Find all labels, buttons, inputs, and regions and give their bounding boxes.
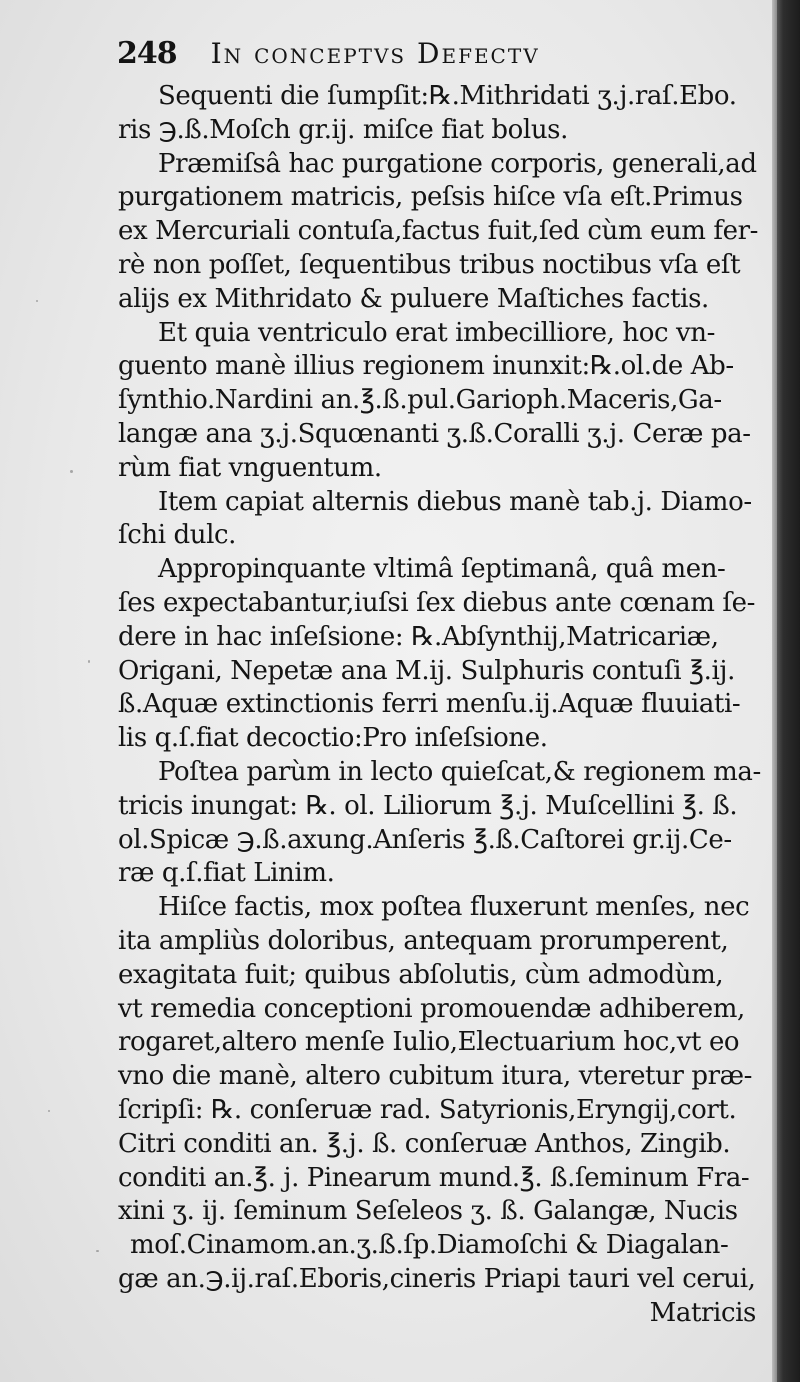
text-line: guento manè illius regionem inunxit:℞.ol.de Ab- xyxy=(118,351,734,382)
book-gutter xyxy=(772,0,800,1382)
page-edge xyxy=(772,0,777,1382)
page-header xyxy=(117,36,757,80)
text-line: Poſtea parùm in lecto quieſcat,& regionem ma- xyxy=(158,756,761,787)
text-line: tricis inungat: ℞. ol. Liliorum ℥.j. Muſcellini ℥. ß. xyxy=(118,790,738,821)
text-line: rè non poſſet, ſequentibus tribus noctibus vſa eſt xyxy=(118,249,741,280)
text-line: ris ℈.ß.Moſch gr.ij. miſce fiat bolus. xyxy=(118,114,568,145)
text-line: ræ q.ſ.fiat Linim. xyxy=(118,858,335,889)
page-number: 248 xyxy=(117,36,177,71)
paper-speck xyxy=(36,300,38,302)
text-line: vno die manè, altero cubitum itura, vteretur præ- xyxy=(118,1061,753,1092)
text-line: ſynthio.Nardini an.℥.ß.pul.Garioph.Maceris,Ga- xyxy=(118,385,722,416)
text-line: exagitata fuit; quibus abſolutis, cùm admodùm, xyxy=(118,959,724,990)
text-line: rùm fiat vnguentum. xyxy=(118,452,382,483)
text-line: conditi an.℥. j. Pinearum mund.℥. ß.ſeminum Fra- xyxy=(118,1162,750,1193)
text-line: ex Mercuriali contuſa,factus fuit,ſed cùm eum fer- xyxy=(118,216,759,247)
text-line: ſcripſi: ℞. conſeruæ rad. Satyrionis,Eryngij,cort. xyxy=(118,1094,737,1125)
text-line: alijs ex Mithridato & puluere Maſtiches factis. xyxy=(118,283,709,314)
text-line: moſ.Cinamom.an.ʒ.ß.ſp.Diamoſchi & Diagalan- xyxy=(130,1230,729,1261)
text-line: purgationem matricis, peſsis hiſce vſa eſt.Primus xyxy=(118,182,743,213)
text-line: Citri conditi an. ℥.j. ß. conſeruæ Anthos, Zingib. xyxy=(118,1128,731,1159)
text-line: ol.Spicæ ℈.ß.axung.Anſeris ℥.ß.Caſtorei gr.ij.Ce- xyxy=(118,824,732,855)
text-line: dere in hac inſeſsione: ℞.Abſynthij,Matricariæ, xyxy=(118,621,719,652)
body-text xyxy=(118,80,761,1330)
text-line: rogaret,altero menſe Iulio,Electuarium hoc,vt eo xyxy=(118,1027,740,1058)
text-line: Hiſce factis, mox poſtea fluxerunt menſes, nec xyxy=(158,892,750,923)
text-line: Item capiat alternis diebus manè tab.j. Diamo- xyxy=(158,486,752,517)
text-line: ſes expectabantur,iuſsi ſex diebus ante cœnam ſe- xyxy=(118,587,755,618)
text-line: Appropinquante vltimâ ſeptimanâ, quâ men- xyxy=(158,554,726,585)
running-head: In conceptvs Defectv xyxy=(210,37,540,70)
text-line: langæ ana ʒ.j.Squœnanti ʒ.ß.Coralli ʒ.j. Ceræ pa- xyxy=(118,418,751,449)
text-line: ita ampliùs doloribus, antequam prorumperent, xyxy=(118,925,729,956)
text-line: gæ an.℈.ij.raſ.Eboris,cineris Priapi tauri vel cerui, xyxy=(118,1263,756,1294)
text-line: Et quia ventriculo erat imbecilliore, hoc vn- xyxy=(158,317,716,348)
catchword: Matricis xyxy=(649,1297,756,1328)
paper-speck xyxy=(70,470,73,473)
text-line: Sequenti die ſumpſit:℞.Mithridati ʒ.j.raſ.Ebo. xyxy=(158,81,737,111)
text-line: Origani, Nepetæ ana M.ij. Sulphuris contuſi ℥.ij. xyxy=(118,655,735,686)
text-line: vt remedia conceptioni promouendæ adhiberem, xyxy=(118,993,745,1024)
text-line: Præmiſsâ hac purgatione corporis, generali,ad xyxy=(158,148,757,179)
paper-speck xyxy=(48,1110,50,1112)
text-line: xini ʒ. ij. ſeminum Seſeleos ʒ. ß. Galangæ, Nucis xyxy=(118,1196,738,1227)
paper-speck xyxy=(88,660,90,663)
text-line: lis q.ſ.fiat decoctio:Pro inſeſsione. xyxy=(118,723,548,754)
paper-speck xyxy=(96,1250,99,1252)
text-line: ß.Aquæ extinctionis ferri menſu.ij.Aquæ fluuiati- xyxy=(118,689,741,720)
text-line: ſchi dulc. xyxy=(118,520,237,551)
